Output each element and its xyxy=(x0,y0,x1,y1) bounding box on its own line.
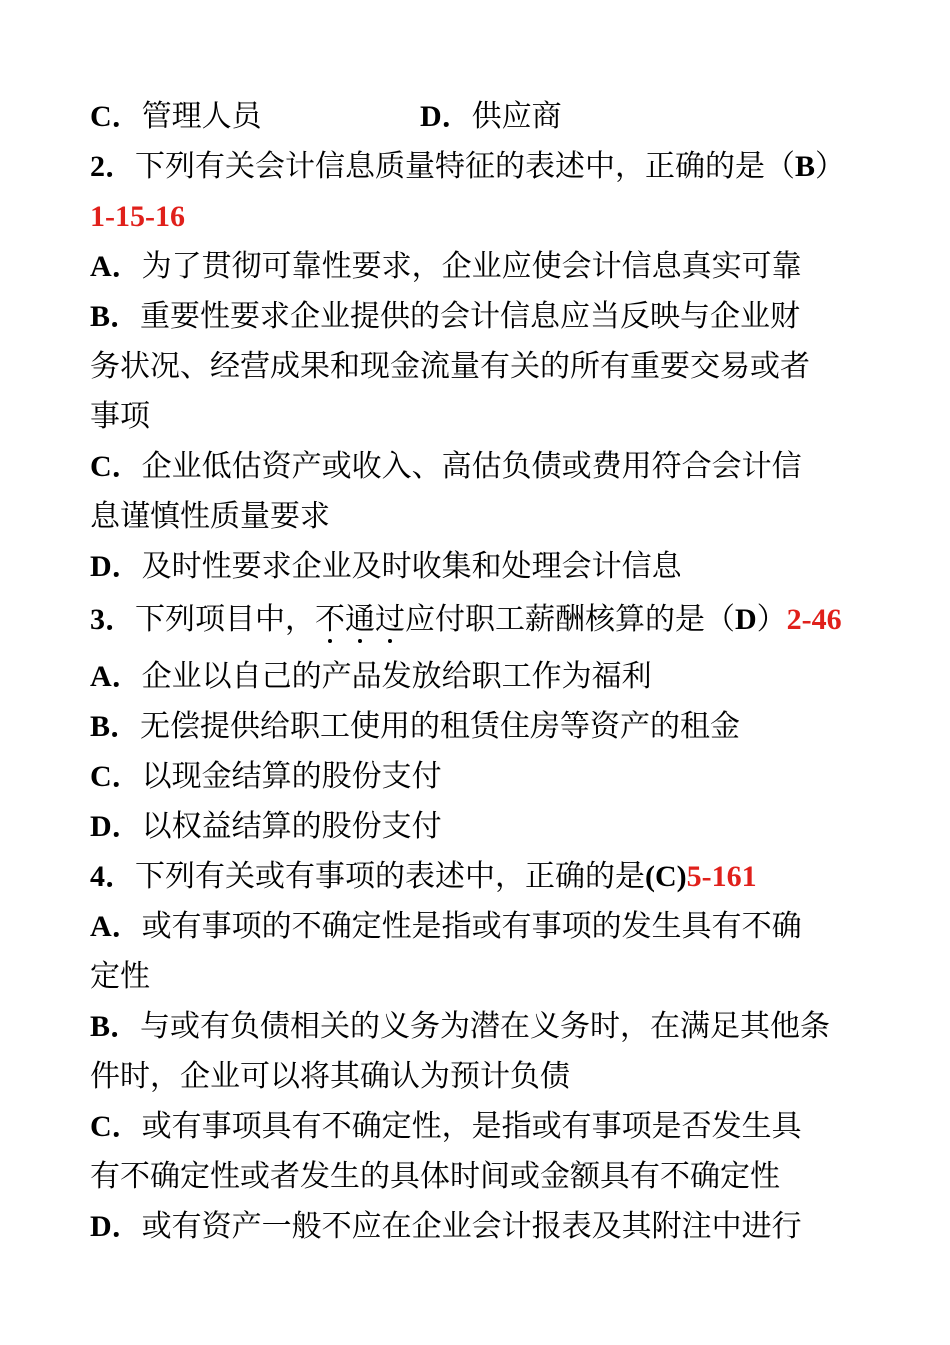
option-letter: C． xyxy=(90,450,142,483)
option-letter: B． xyxy=(90,1010,141,1043)
question-2-reference xyxy=(90,192,865,242)
option-text: 或有事项具有不确定性，是指或有事项是否发生具 xyxy=(141,1109,802,1144)
q2-option-d xyxy=(90,542,865,592)
option-text: 重要性要求企业提供的会计信息应当反映与企业财 xyxy=(140,299,801,334)
option-text: 定性 xyxy=(90,959,150,994)
q2-option-c-cont xyxy=(90,492,865,542)
q4-option-c xyxy=(90,1102,865,1152)
option-text: 供应商 xyxy=(471,99,562,134)
question-text: 下列有关或有事项的表述中，正确的是 xyxy=(135,859,645,894)
q3-option-d xyxy=(90,802,865,852)
q2-option-c xyxy=(90,442,865,492)
option-letter: A． xyxy=(90,910,142,943)
question-4 xyxy=(90,852,865,902)
option-text: 与或有负债相关的义务为潜在义务时，在满足其他条 xyxy=(140,1009,831,1044)
emphasis-char: 不 xyxy=(315,602,345,637)
emphasis-char: 过 xyxy=(375,602,405,637)
option-letter: A． xyxy=(90,660,142,693)
q4-option-b-cont xyxy=(90,1052,865,1102)
option-text: 事项 xyxy=(90,399,150,434)
option-text: 或有资产一般不应在企业会计报表及其附注中进行 xyxy=(141,1209,802,1244)
option-letter: D． xyxy=(90,1210,142,1243)
q2-option-b-cont xyxy=(90,342,865,392)
q1-options-cd xyxy=(90,92,865,142)
question-2 xyxy=(90,142,865,192)
question-number: 3． xyxy=(90,603,135,636)
question-text: 应付职工薪酬核算的是（ xyxy=(405,602,735,637)
question-text: 下列有关会计信息质量特征的表述中，正确的是（ xyxy=(135,149,795,184)
q4-option-a-cont xyxy=(90,952,865,1002)
option-letter: B． xyxy=(90,300,141,333)
q3-option-b xyxy=(90,702,865,752)
question-3 xyxy=(90,592,865,652)
option-text: 有不确定性或者发生的具体时间或金额具有不确定性 xyxy=(90,1159,780,1194)
q4-option-d xyxy=(90,1202,865,1252)
page-reference: 2-46 xyxy=(786,603,842,636)
q2-option-b xyxy=(90,292,865,342)
option-letter: C． xyxy=(90,100,142,133)
option-text: 以现金结算的股份支付 xyxy=(141,759,442,794)
page-reference: 5-161 xyxy=(686,860,757,893)
option-letter: D． xyxy=(90,550,142,583)
q2-option-b-cont xyxy=(90,392,865,442)
answer: B xyxy=(795,150,816,183)
option-letter: B． xyxy=(90,710,141,743)
q3-option-a xyxy=(90,652,865,702)
option-text: 务状况、经营成果和现金流量有关的所有重要交易或者 xyxy=(90,349,810,384)
question-number: 2． xyxy=(90,150,135,183)
q4-option-c-cont xyxy=(90,1152,865,1202)
option-text: 息谨慎性质量要求 xyxy=(90,499,330,534)
q4-option-b xyxy=(90,1002,865,1052)
answer: (C) xyxy=(645,860,687,893)
question-close: ） xyxy=(815,149,846,184)
page-reference: 1-15-16 xyxy=(90,200,185,233)
question-close: ） xyxy=(756,602,787,637)
option-letter: C． xyxy=(90,1110,142,1143)
document-page xyxy=(90,92,865,1252)
option-letter: D． xyxy=(420,100,472,133)
option-text: 为了贯彻可靠性要求，企业应使会计信息真实可靠 xyxy=(141,249,802,284)
option-text: 及时性要求企业及时收集和处理会计信息 xyxy=(141,549,682,584)
option-text: 管理人员 xyxy=(141,99,262,134)
q3-option-c xyxy=(90,752,865,802)
q4-option-a xyxy=(90,902,865,952)
option-text: 企业以自己的产品发放给职工作为福利 xyxy=(141,659,652,694)
option-text: 或有事项的不确定性是指或有事项的发生具有不确 xyxy=(141,909,802,944)
emphasis-char: 通 xyxy=(345,602,375,637)
option-text: 企业低估资产或收入、高估负债或费用符合会计信 xyxy=(141,449,802,484)
option-text: 以权益结算的股份支付 xyxy=(141,809,442,844)
q2-option-a xyxy=(90,242,865,292)
option-letter: A． xyxy=(90,250,142,283)
option-letter: C． xyxy=(90,760,142,793)
question-number: 4． xyxy=(90,860,135,893)
option-letter: D． xyxy=(90,810,142,843)
question-text: 下列项目中， xyxy=(135,602,315,637)
option-text: 件时，企业可以将其确认为预计负债 xyxy=(90,1059,570,1094)
option-text: 无偿提供给职工使用的租赁住房等资产的租金 xyxy=(140,709,741,744)
answer: D xyxy=(735,603,757,636)
